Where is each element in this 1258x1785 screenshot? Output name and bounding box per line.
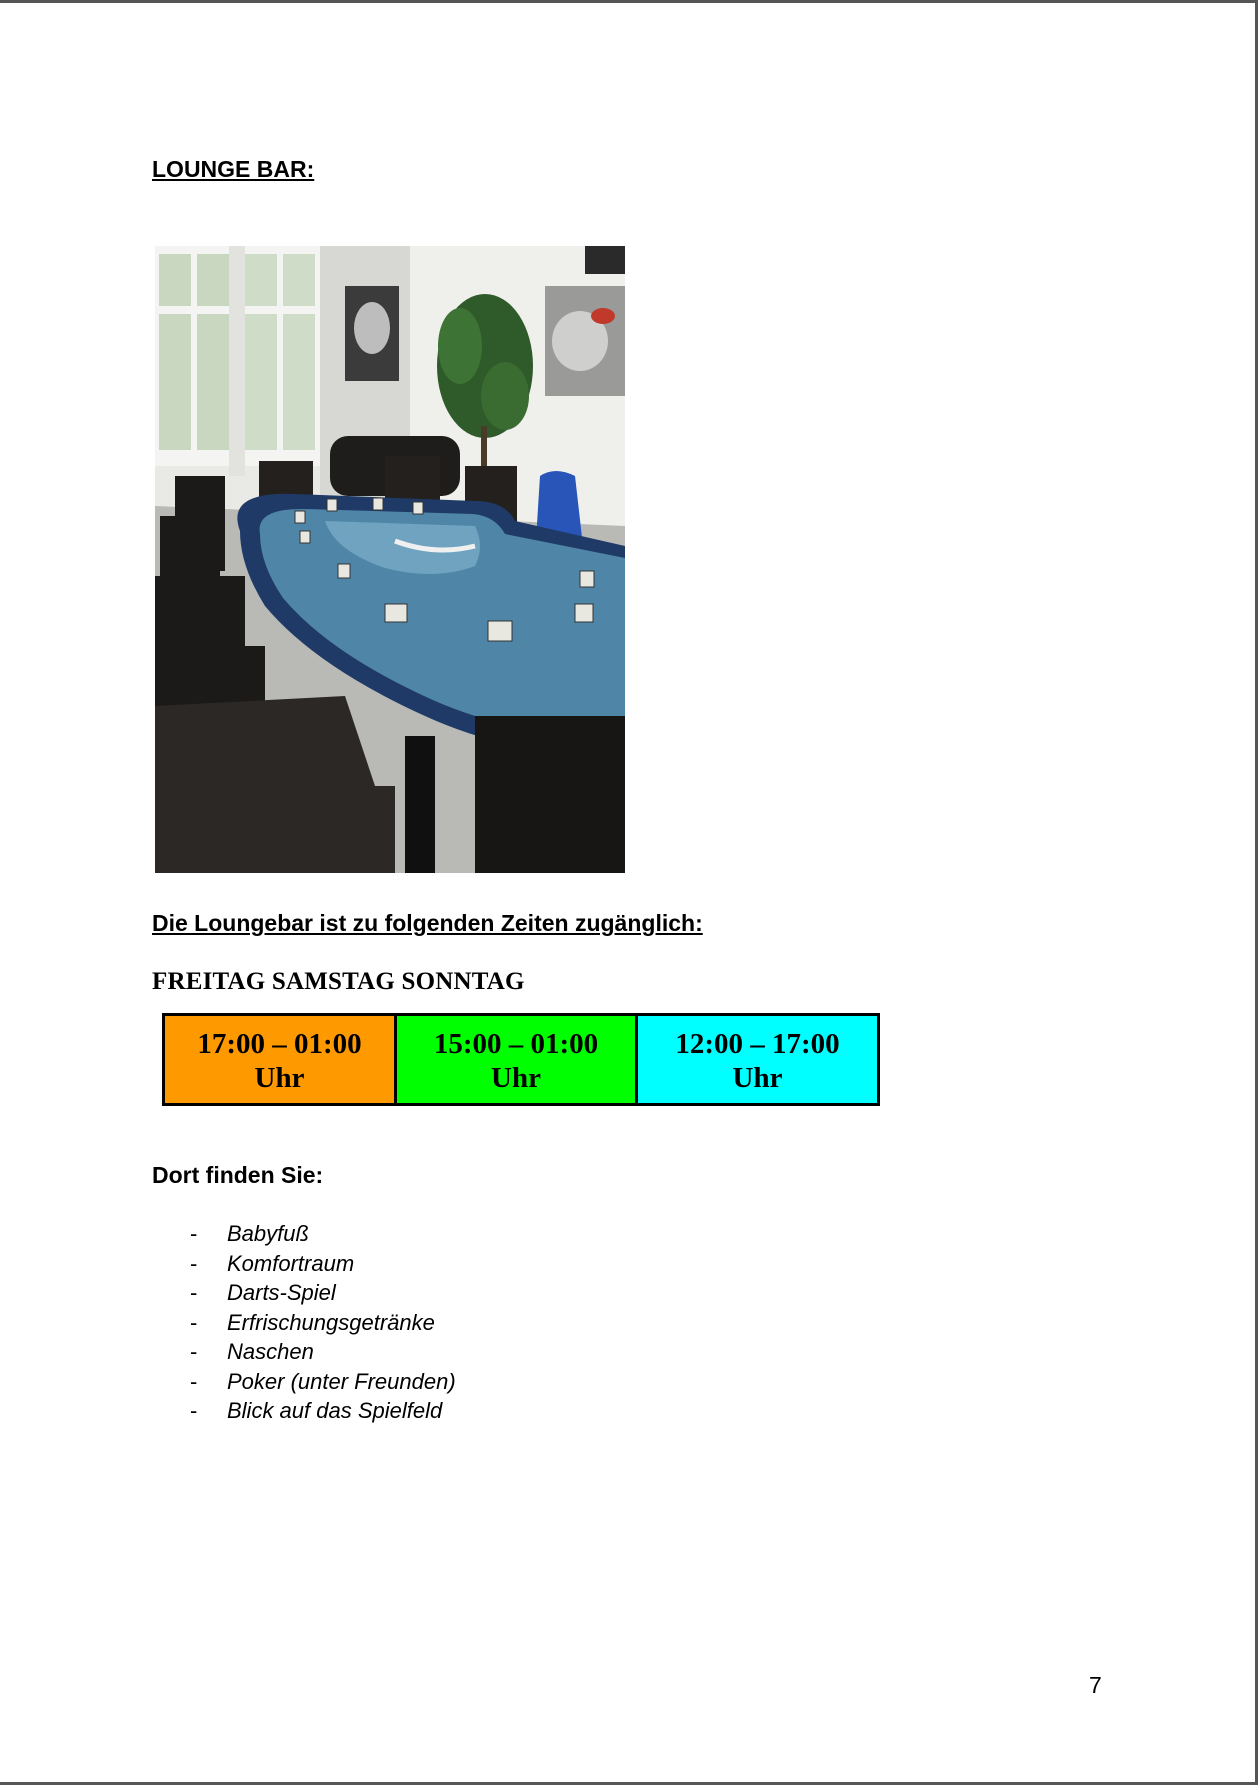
list-item <box>190 1219 456 1249</box>
amenity-label: Komfortraum <box>227 1250 355 1276</box>
weekdays-line: FREITAG SAMSTAG SONNTAG <box>152 968 525 995</box>
table-row <box>164 1015 879 1105</box>
list-item <box>190 1278 456 1308</box>
hours-time: 17:00 – 01:00 <box>197 1028 362 1060</box>
opening-hours-heading: Die Loungebar ist zu folgenden Zeiten zugänglich: <box>152 910 703 936</box>
list-dash: - <box>190 1280 198 1305</box>
hours-unit: Uhr <box>254 1062 305 1094</box>
hours-cell-saturday <box>396 1015 637 1105</box>
list-dash: - <box>190 1368 198 1394</box>
opening-hours-table <box>162 1013 880 1106</box>
amenity-label: Erfrischungsgetränke <box>227 1309 435 1335</box>
section-title: LOUNGE BAR: <box>152 156 315 182</box>
hours-unit: Uhr <box>491 1062 541 1094</box>
hours-time: 12:00 – 17:00 <box>675 1028 840 1060</box>
list-item <box>190 1308 456 1338</box>
amenity-label: Poker (unter Freunden) <box>227 1368 456 1394</box>
list-dash: - <box>190 1339 198 1364</box>
hours-unit: Uhr <box>732 1062 783 1094</box>
list-item <box>190 1337 456 1367</box>
hours-time: 15:00 – 01:00 <box>433 1028 599 1060</box>
amenity-label: Naschen <box>227 1339 314 1364</box>
poker-table-lounge-photo <box>155 246 625 873</box>
list-dash: - <box>190 1250 198 1276</box>
list-dash: - <box>190 1398 198 1423</box>
amenities-list <box>190 1219 456 1426</box>
amenity-label: Blick auf das Spielfeld <box>227 1398 443 1423</box>
list-item <box>190 1396 456 1426</box>
amenities-heading: Dort finden Sie: <box>152 1162 324 1188</box>
hours-cell-sunday <box>637 1015 879 1105</box>
list-dash: - <box>190 1309 198 1335</box>
hours-cell-friday <box>164 1015 396 1105</box>
amenity-label: Babyfuß <box>227 1221 309 1246</box>
list-item <box>190 1249 456 1279</box>
list-item <box>190 1367 456 1397</box>
list-dash: - <box>190 1221 198 1246</box>
amenity-label: Darts-Spiel <box>227 1280 336 1305</box>
page-number: 7 <box>1089 1672 1102 1698</box>
